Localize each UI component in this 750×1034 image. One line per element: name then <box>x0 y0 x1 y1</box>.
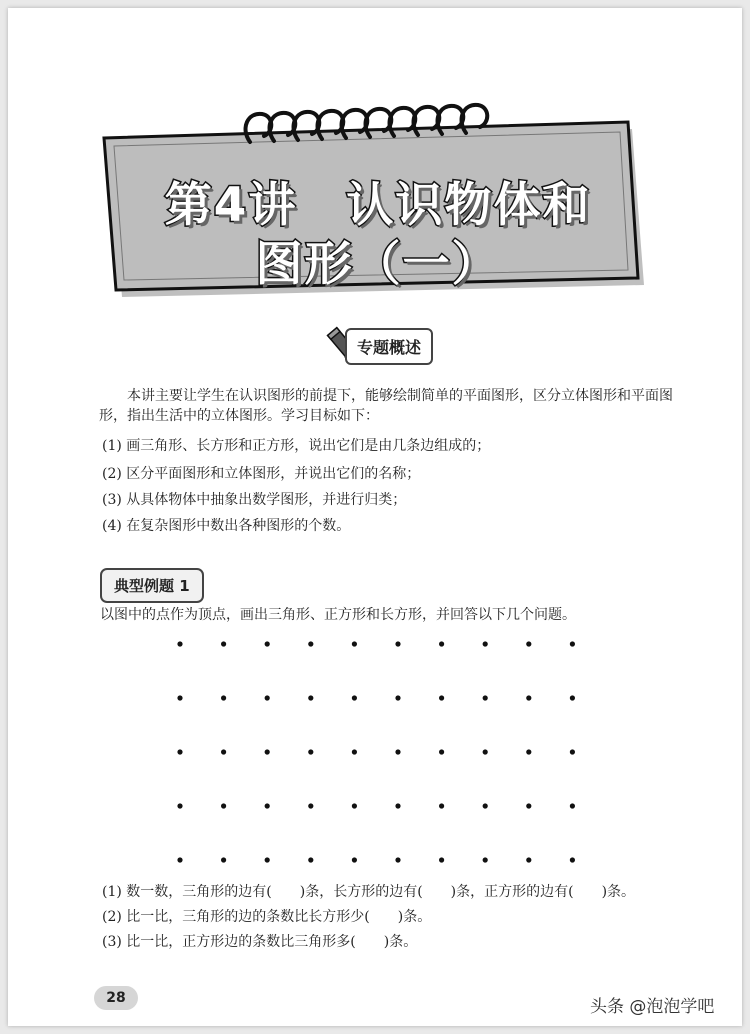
grid-dot[interactable] <box>439 695 444 700</box>
grid-dot[interactable] <box>177 803 182 808</box>
grid-dot[interactable] <box>483 641 488 646</box>
grid-dot[interactable] <box>265 641 270 646</box>
grid-dot[interactable] <box>439 641 444 646</box>
grid-dot[interactable] <box>526 803 531 808</box>
lecture-title-line2: 图形（一） <box>255 237 501 292</box>
grid-dot[interactable] <box>395 749 400 754</box>
watermark: 头条 @泡泡学吧 <box>590 997 715 1017</box>
grid-dot[interactable] <box>177 641 182 646</box>
goal-3: (3) 从具体物体中抽象出数学图形，并进行归类； <box>102 492 407 508</box>
grid-dot[interactable] <box>265 803 270 808</box>
sub-question-3: (3) 比一比，正方形边的条数比三角形多( )条。 <box>102 934 418 950</box>
dot-grid <box>168 628 598 868</box>
grid-dot[interactable] <box>221 695 226 700</box>
grid-dot[interactable] <box>439 749 444 754</box>
grid-dot[interactable] <box>308 803 313 808</box>
grid-dot[interactable] <box>483 749 488 754</box>
grid-dot[interactable] <box>483 695 488 700</box>
grid-dot[interactable] <box>308 641 313 646</box>
grid-dot[interactable] <box>308 749 313 754</box>
grid-dot[interactable] <box>395 803 400 808</box>
sub-question-1: (1) 数一数，三角形的边有( )条，长方形的边有( )条，正方形的边有( )条。 <box>102 884 636 900</box>
example-question: 以图中的点作为顶点，画出三角形、正方形和长方形，并回答以下几个问题。 <box>100 607 576 623</box>
grid-dot[interactable] <box>570 803 575 808</box>
grid-dot[interactable] <box>221 857 226 862</box>
goal-2: (2) 区分平面图形和立体图形，并说出它们的名称； <box>102 466 421 482</box>
textbook-page <box>8 8 742 1026</box>
grid-dot[interactable] <box>265 749 270 754</box>
page-number: 28 <box>94 986 138 1010</box>
grid-dot[interactable] <box>177 749 182 754</box>
section-overview-label: 专题概述 <box>345 328 433 365</box>
grid-dot[interactable] <box>526 749 531 754</box>
grid-dot[interactable] <box>265 695 270 700</box>
grid-dot[interactable] <box>395 641 400 646</box>
grid-dot[interactable] <box>221 803 226 808</box>
grid-dot[interactable] <box>177 857 182 862</box>
grid-dot[interactable] <box>177 695 182 700</box>
grid-dot[interactable] <box>483 803 488 808</box>
grid-dot[interactable] <box>526 641 531 646</box>
grid-dot[interactable] <box>308 857 313 862</box>
example-label: 典型例题 1 <box>100 568 204 603</box>
grid-dot[interactable] <box>221 641 226 646</box>
grid-dot[interactable] <box>439 803 444 808</box>
grid-dot[interactable] <box>221 749 226 754</box>
grid-dot[interactable] <box>483 857 488 862</box>
grid-dot[interactable] <box>439 857 444 862</box>
lecture-title-line1: 第4讲 认识物体和 <box>164 178 592 233</box>
grid-dot[interactable] <box>570 749 575 754</box>
grid-dot[interactable] <box>526 695 531 700</box>
grid-dot[interactable] <box>526 857 531 862</box>
grid-dot[interactable] <box>570 857 575 862</box>
grid-dot[interactable] <box>570 695 575 700</box>
grid-dot[interactable] <box>352 803 357 808</box>
intro-paragraph: 本讲主要让学生在认识图形的前提下，能够绘制简单的平面图形，区分立体图形和平面图形，指出生活中的立体图形。学习目标如下： <box>99 388 673 424</box>
goal-1: (1) 画三角形、长方形和正方形，说出它们是由几条边组成的； <box>102 438 491 454</box>
grid-dot[interactable] <box>265 857 270 862</box>
grid-dot[interactable] <box>352 749 357 754</box>
grid-dot[interactable] <box>308 695 313 700</box>
grid-dot[interactable] <box>570 641 575 646</box>
grid-dot[interactable] <box>352 641 357 646</box>
grid-dot[interactable] <box>352 857 357 862</box>
sub-question-2: (2) 比一比，三角形的边的条数比长方形少( )条。 <box>102 909 432 925</box>
grid-dot[interactable] <box>352 695 357 700</box>
goal-4: (4) 在复杂图形中数出各种图形的个数。 <box>102 518 351 534</box>
grid-dot[interactable] <box>395 695 400 700</box>
grid-dot[interactable] <box>395 857 400 862</box>
